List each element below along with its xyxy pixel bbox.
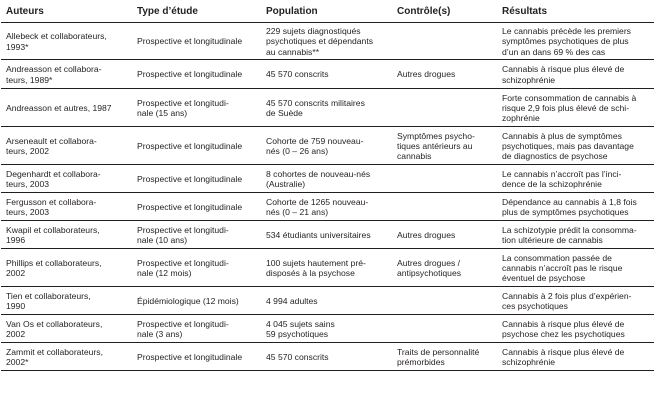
table-row (1, 315, 654, 343)
table-row (1, 287, 654, 315)
population-cell: 229 sujets diagnostiqués psychotiques et dépendants au cannabis** (261, 23, 392, 60)
population-cell: Cohorte de 1265 nouveau- nés (0 – 21 ans) (261, 193, 392, 221)
auteurs-cell: Kwapil et collaborateurs, 1996 (1, 221, 132, 249)
type-etude-cell: Prospective et longitudinale (132, 60, 261, 89)
controles-cell (392, 165, 497, 193)
table-row (1, 127, 654, 165)
studies-table (1, 6, 654, 371)
type-etude-cell: Prospective et longitudinale (132, 23, 261, 60)
resultats-cell: Le cannabis n’accroît pas l’inci- dence de la schizophrénie (497, 165, 654, 193)
header-controles: Contrôle(s) (392, 6, 497, 23)
population-cell: 534 étudiants universitaires (261, 221, 392, 249)
auteurs-cell: Fergusson et collabora- teurs, 2003 (1, 193, 132, 221)
auteurs-cell: Tien et collaborateurs, 1990 (1, 287, 132, 315)
controles-cell (392, 23, 497, 60)
auteurs-cell: Allebeck et collaborateurs, 1993* (1, 23, 132, 60)
controles-cell (392, 287, 497, 315)
controles-cell: Autres drogues (392, 221, 497, 249)
controles-cell: Symptômes psycho- tiques antérieurs au cannabis (392, 127, 497, 165)
controles-cell (392, 89, 497, 127)
type-etude-cell: Prospective et longitudinale (132, 165, 261, 193)
type-etude-cell: Prospective et longitudinale (132, 193, 261, 221)
table-row (1, 193, 654, 221)
population-cell: 4 994 adultes (261, 287, 392, 315)
auteurs-cell: Van Os et collaborateurs, 2002 (1, 315, 132, 343)
controles-cell: Autres drogues / antipsychotiques (392, 249, 497, 287)
auteurs-cell: Phillips et collaborateurs, 2002 (1, 249, 132, 287)
population-cell: 45 570 conscrits militaires de Suède (261, 89, 392, 127)
header-resultats: Résultats (497, 6, 654, 23)
resultats-cell: La schizotypie prédit la consomma- tion ultérieure de cannabis (497, 221, 654, 249)
type-etude-cell: Épidémiologique (12 mois) (132, 287, 261, 315)
table-row (1, 60, 654, 89)
type-etude-cell: Prospective et longitudi- nale (10 ans) (132, 221, 261, 249)
resultats-cell: Le cannabis précède les premiers symptômes psychotiques de plus d’un an dans 69 % des cas (497, 23, 654, 60)
resultats-cell: Cannabis à risque plus élevé de schizophrénie (497, 60, 654, 89)
resultats-cell: Cannabis à 2 fois plus d’expérien- ces psychotiques (497, 287, 654, 315)
population-cell: Cohorte de 759 nouveau- nés (0 – 26 ans) (261, 127, 392, 165)
population-cell: 45 570 conscrits (261, 343, 392, 371)
header-auteurs: Auteurs (1, 6, 132, 23)
resultats-cell: Cannabis à plus de symptômes psychotiques, mais pas davantage de diagnostics de psychose (497, 127, 654, 165)
header-type-etude: Type d’étude (132, 6, 261, 23)
resultats-cell: La consommation passée de cannabis n’accroît pas le risque éventuel de psychose (497, 249, 654, 287)
type-etude-cell: Prospective et longitudi- nale (12 mois) (132, 249, 261, 287)
table-row (1, 221, 654, 249)
controles-cell: Autres drogues (392, 60, 497, 89)
resultats-cell: Forte consommation de cannabis à risque 2,9 fois plus élevé de schi- zophrénie (497, 89, 654, 127)
table-row (1, 343, 654, 371)
population-cell: 4 045 sujets sains 59 psychotiques (261, 315, 392, 343)
controles-cell (392, 193, 497, 221)
auteurs-cell: Zammit et collaborateurs, 2002* (1, 343, 132, 371)
table-row (1, 23, 654, 60)
auteurs-cell: Arseneault et collabora- teurs, 2002 (1, 127, 132, 165)
controles-cell: Traits de personnalité prémorbides (392, 343, 497, 371)
population-cell: 45 570 conscrits (261, 60, 392, 89)
auteurs-cell: Andreasson et collabora- teurs, 1989* (1, 60, 132, 89)
type-etude-cell: Prospective et longitudinale (132, 343, 261, 371)
population-cell: 100 sujets hautement pré- disposés à la psychose (261, 249, 392, 287)
table-row (1, 249, 654, 287)
resultats-cell: Cannabis à risque plus élevé de psychose chez les psychotiques (497, 315, 654, 343)
population-cell: 8 cohortes de nouveau-nés (Australie) (261, 165, 392, 193)
resultats-cell: Cannabis à risque plus élevé de schizophrénie (497, 343, 654, 371)
controles-cell (392, 315, 497, 343)
header-population: Population (261, 6, 392, 23)
table-row (1, 89, 654, 127)
type-etude-cell: Prospective et longitudi- nale (15 ans) (132, 89, 261, 127)
auteurs-cell: Degenhardt et collabora- teurs, 2003 (1, 165, 132, 193)
table-row (1, 165, 654, 193)
header-row (1, 6, 654, 23)
auteurs-cell: Andreasson et autres, 1987 (1, 89, 132, 127)
type-etude-cell: Prospective et longitudinale (132, 127, 261, 165)
resultats-cell: Dépendance au cannabis à 1,8 fois plus de symptômes psychotiques (497, 193, 654, 221)
type-etude-cell: Prospective et longitudi- nale (3 ans) (132, 315, 261, 343)
